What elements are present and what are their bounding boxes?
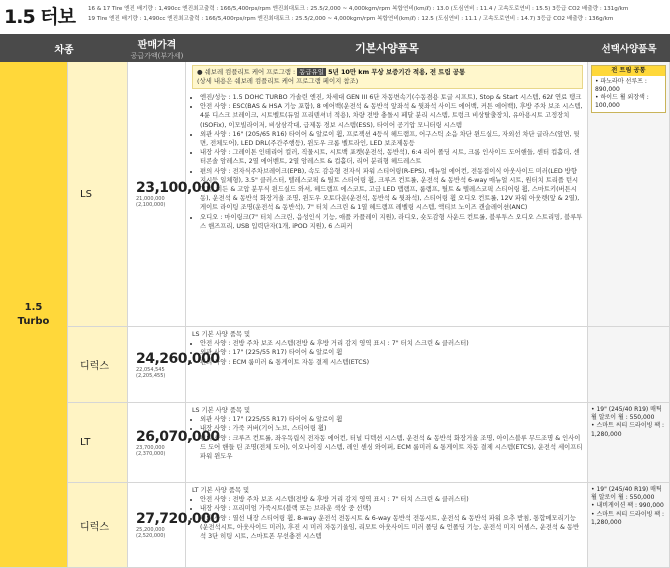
col-header-trim: 차종 [0,34,128,62]
price-lt-deluxe: 27,720,000 25,200,000 (2,520,000) [128,483,186,568]
option-item: • 19" (245/40 R19) 매틱휠 알로이 휠 : 550,000 [591,406,662,422]
options-lt-deluxe [588,483,670,568]
spec-ls [186,62,588,327]
spec-item: • 내장 사양 : 가죽 커버(기어 노브, 스티어링 휠) [200,424,583,433]
trim-lt-deluxe: 디럭스 [68,483,128,568]
col-header-basic: 기본사양품목 [186,34,588,62]
spec-item: • 내장 사양 : 그레이톤 인테리어 컬러, 직물시트, 시트백 포켓(운전석, 동반석), 6:4 리어 폴딩 시트, 크롬 인사이드 도어핸들, 센터 컵홀더, 센터콘솔 암레스트, 2열 에어벤트, 2열 암레스트 & 컵홀더, 리어 분리형 헤드레스트 [200,148,583,166]
option-item: • 내비게이션 팩 : 990,000 [591,502,664,510]
care-program-note: ● 쉐보레 컴플리트 케어 프로그램 : 동급유일 5년 10만 km 무상 보증기간 적용, 전 트림 공통 (상세 내용은 쉐보레 컴플리트 케어 프로그램 페이지 참조) [192,65,583,89]
spec-item: • 안전 사양 : 전방 주차 보조 시스템(전방 & 후방 거리 감지 영역 표시 : 7" 터치 스크린 & 클러스터) [200,495,583,504]
option-item: • 19" (245/40 R19) 매틱휠 알로이 휠 : 550,000 [591,486,662,502]
common-options-box: 전 트림 공통 • 파노라마 선루프 : 890,000 • 하이드 휠 외장색 : 100,000 [591,65,666,113]
spec-line-19: 19 Tire 엔진 배기량 : 1,490cc 엔진최고출력 : 166/5,400rps/rpm 엔진최대토크 : 25.5/2,000 ~ 4,000kgm/rpm 복합연비(km/ℓ) : 12.5 (도심연비 : 11.1 / 고속도로연비 : 14.7) 3등급 CO2 배출량 : 136g/km [88,16,614,22]
spec-lt: LS 기본 사양 품목 및 • 외관 사양 : 17" (225/55 R17) 타이어 & 알로이 휠 • 내장 사양 : 가죽 커버(기어 노브, 스티어링 휠) • 편의 사양 : 크루즈 컨트롤, 좌우독립식 전자동 에어컨, 터널 디텍션 시스템, 운전석 & 동반석 화장거울 조명, 아이스블루 무드조명 & 인사이드 도어 핸들 틴 조명(전체 도어), 이오나이징 시스템, 레인 센싱 와이퍼, ECM 룸미러 & 통게이트 자동 결제 시스템(ETCS), 운전석 세이프티 파워 윈도우 [186,403,588,483]
options-lt [588,403,670,483]
price-ls: 23,100,000 21,000,000 (2,100,000) [128,62,186,327]
page-title: 1.5 터보 [4,6,75,28]
spec-item: • 편의 사양 : 전자식주차브레이크(EPB), 속도 감응형 전자식 파워 스티어링(R-EPS), 매뉴얼 에어컨, 전동접이식 아웃사이드 미러(LED 방향 지시등 일체형), 3.5" 클러스터, 텔레스코픽 & 틸트 스티어링 휠, 크루즈 컨트롤, 운전석 & 동반석 6-way 매뉴얼 시트, 원터치 트리플 턴시그널, 히든 & 고압 분무식 윈드실드 와셔, 헤드램프 에스코트, 고급 LED 맵램프, 룸램프, 틸트 & 텔레스코픽 스티어링 휠, 스마트키(버튼시동), 운전석 & 동반석 화장거울 조명, 윈도우 오토다운(운전석, 동반석 & 뒷좌석), 스티어링 휠 오디오 컨트롤, 12V 파워 아웃렛(앞 & 2열), 게이트 라이팅 조명(운전석 & 동반석), 7" 터치 스크린 & 1열 헤드램프 레벨링 시스템, 액티브 노이즈 캔슬레이션(ANC) [200,167,583,213]
price-lt: 26,070,000 23,700,000 (2,370,000) [128,403,186,483]
engine-label: 1.5 Turbo [0,62,68,568]
option-item: • 스마트 씨티 드라이빙 팩 : 1,280,000 [591,422,665,438]
spec-item: • 내장 사양 : 프리미엄 가죽시트(블랙 또는 브라운 색상 중 선택) [200,504,583,513]
trim-ls-deluxe: 디럭스 [68,327,128,403]
options-ls-deluxe [588,327,670,403]
spec-item: • 편의 사양 : ECM 룸미러 & 통게이트 자동 결제 시스템(ETCS) [200,358,583,367]
trim-lt: LT [68,403,128,483]
col-header-options: 선택사양품목 [588,34,670,62]
spec-item: • 엔진/성능 : 1.5 DOHC TURBO 가솔린 엔진, 차세대 GEN III 6단 자동변속기(수동겸용 토글 시프트), Stop & Start 시스템, 62ℓ 연료 탱크 [200,93,583,102]
spec-lt-deluxe: LT 기본 사양 품목 및 • 안전 사양 : 전방 주차 보조 시스템(전방 & 후방 거리 감지 영역 표시 : 7" 터치 스크린 & 클러스터) • 내장 사양 : 프리미엄 가죽시트(블랙 또는 브라운 색상 중 선택) • 편의 사양 : 열선 내장 스티어링 휠, 8-way 운전석 전동시트 & 6-way 동반석 전동시트, 운전석 & 동반석 파워 요추 받침, 통합메모리기능(운전석시트, 아웃사이드 미러), 후진 시 미러 자동기울임, 리모트 아웃사이드 미러 폴딩 & 언폴딩 기능, 운전석 미지 어셈스, 운전석 & 동반석 3단 히팅 시트, 스마트폰 무선충전 시스템 [186,483,588,568]
spec-item: • 외관 사양 : 17" (225/55 R17) 타이어 & 알로이 휠 [200,348,583,357]
spec-item: • 안전 사양 : 전방 주차 보조 시스템(전방 & 후방 거리 감지 영역 표시 : 7" 터치 스크린 & 클러스터) [200,339,583,348]
price-ls-deluxe: 24,260,000 22,054,545 (2,205,455) [128,327,186,403]
spec-item: • 안전 사양 : ESC(BAS & HSA 기능 포함), 8 에어백(운전석 & 동반석 앞좌석 & 뒷좌석 사이드 에어백, 커튼 에어백), 후방 주차 보조 시스템, 4륜 디스크 브레이크, 시트벨트(듀얼 프리텐셔너 적용), 차량 전방 충돌시 페달 분리 시스템, 트렁크 비상탈출장치, 유아용시트 고정장치(ISOFix), 이모빌라이저, 비상삼각대, 급제동 경보 시스템(ESS), 타이어 공기압 모니터링 시스템 [200,102,583,130]
spec-line-16-17: 16 & 17 Tire 엔진 배기량 : 1,490cc 엔진최고출력 : 166/5,400rps/rpm 엔진최대토크 : 25.5/2,000 ~ 4,000kgm/rpm 복합연비(km/ℓ) : 13.0 (도심연비 : 11.4 / 고속도로연비 : 15.5) 3등급 CO2 배출량 : 131g/km [88,6,629,12]
option-item: • 스마트 씨티 드라이빙 팩 : 1,280,000 [591,510,665,526]
spec-item: • 편의 사양 : 크루즈 컨트롤, 좌우독립식 전자동 에어컨, 터널 디텍션 시스템, 운전석 & 동반석 화장거울 조명, 아이스블루 무드조명 & 인사이드 도어 핸들 틴 조명(전체 도어), 이오나이징 시스템, 레인 센싱 와이퍼, ECM 룸미러 & 통게이트 자동 결제 시스템(ETCS), 운전석 세이프티 파워 윈도우 [200,434,583,462]
options-ls [588,62,670,327]
trim-ls: LS [68,62,128,327]
col-header-price: 판매가격 공급가액(부가세) [128,34,186,62]
page-header [0,0,670,30]
spec-item: • 오디오 : 마이링크(7" 터치 스크린, 음성인식 기능, 애플 카플레이 지원), 라디오, 숏도감형 사운드 컨트롤, 블루투스 오디오 스트리밍, 블루투스 핸즈프리, USB 입력단자(1개, iPOD 지원), 6 스피커 [200,213,583,231]
spec-item: • 외관 사양 : 17" (225/55 R17) 타이어 & 알로이 휠 [200,415,583,424]
spec-item: • 편의 사양 : 열선 내장 스티어링 휠, 8-way 운전석 전동시트 & 6-way 동반석 전동시트, 운전석 & 동반석 파워 요추 받침, 통합메모리기능(운전석시트, 아웃사이드 미러), 후진 시 미러 자동기울임, 리모트 아웃사이드 미러 폴딩 & 언폴딩 기능, 운전석 미지 어셈스, 운전석 & 동반석 3단 히팅 시트, 스마트폰 무선충전 시스템 [200,514,583,542]
spec-ls-deluxe: LS 기본 사양 품목 및 • 안전 사양 : 전방 주차 보조 시스템(전방 & 후방 거리 감지 영역 표시 : 7" 터치 스크린 & 클러스터) • 외관 사양 : 17" (225/55 R17) 타이어 & 알로이 휠 • 편의 사양 : ECM 룸미러 & 통게이트 자동 결제 시스템(ETCS) [186,327,588,403]
spec-item: • 외관 사양 : 16" (205/65 R16) 타이어 & 알로이 휠, 프로젝션 4등식 헤드램프, 어구스틱 소음 차단 윈드실드, 자외선 차단 글라스(앞면, 뒷면, 전체도어), LED DRL(주간주행등), 윈도우 크롬 벨트라인, LED 보조제동등 [200,130,583,148]
